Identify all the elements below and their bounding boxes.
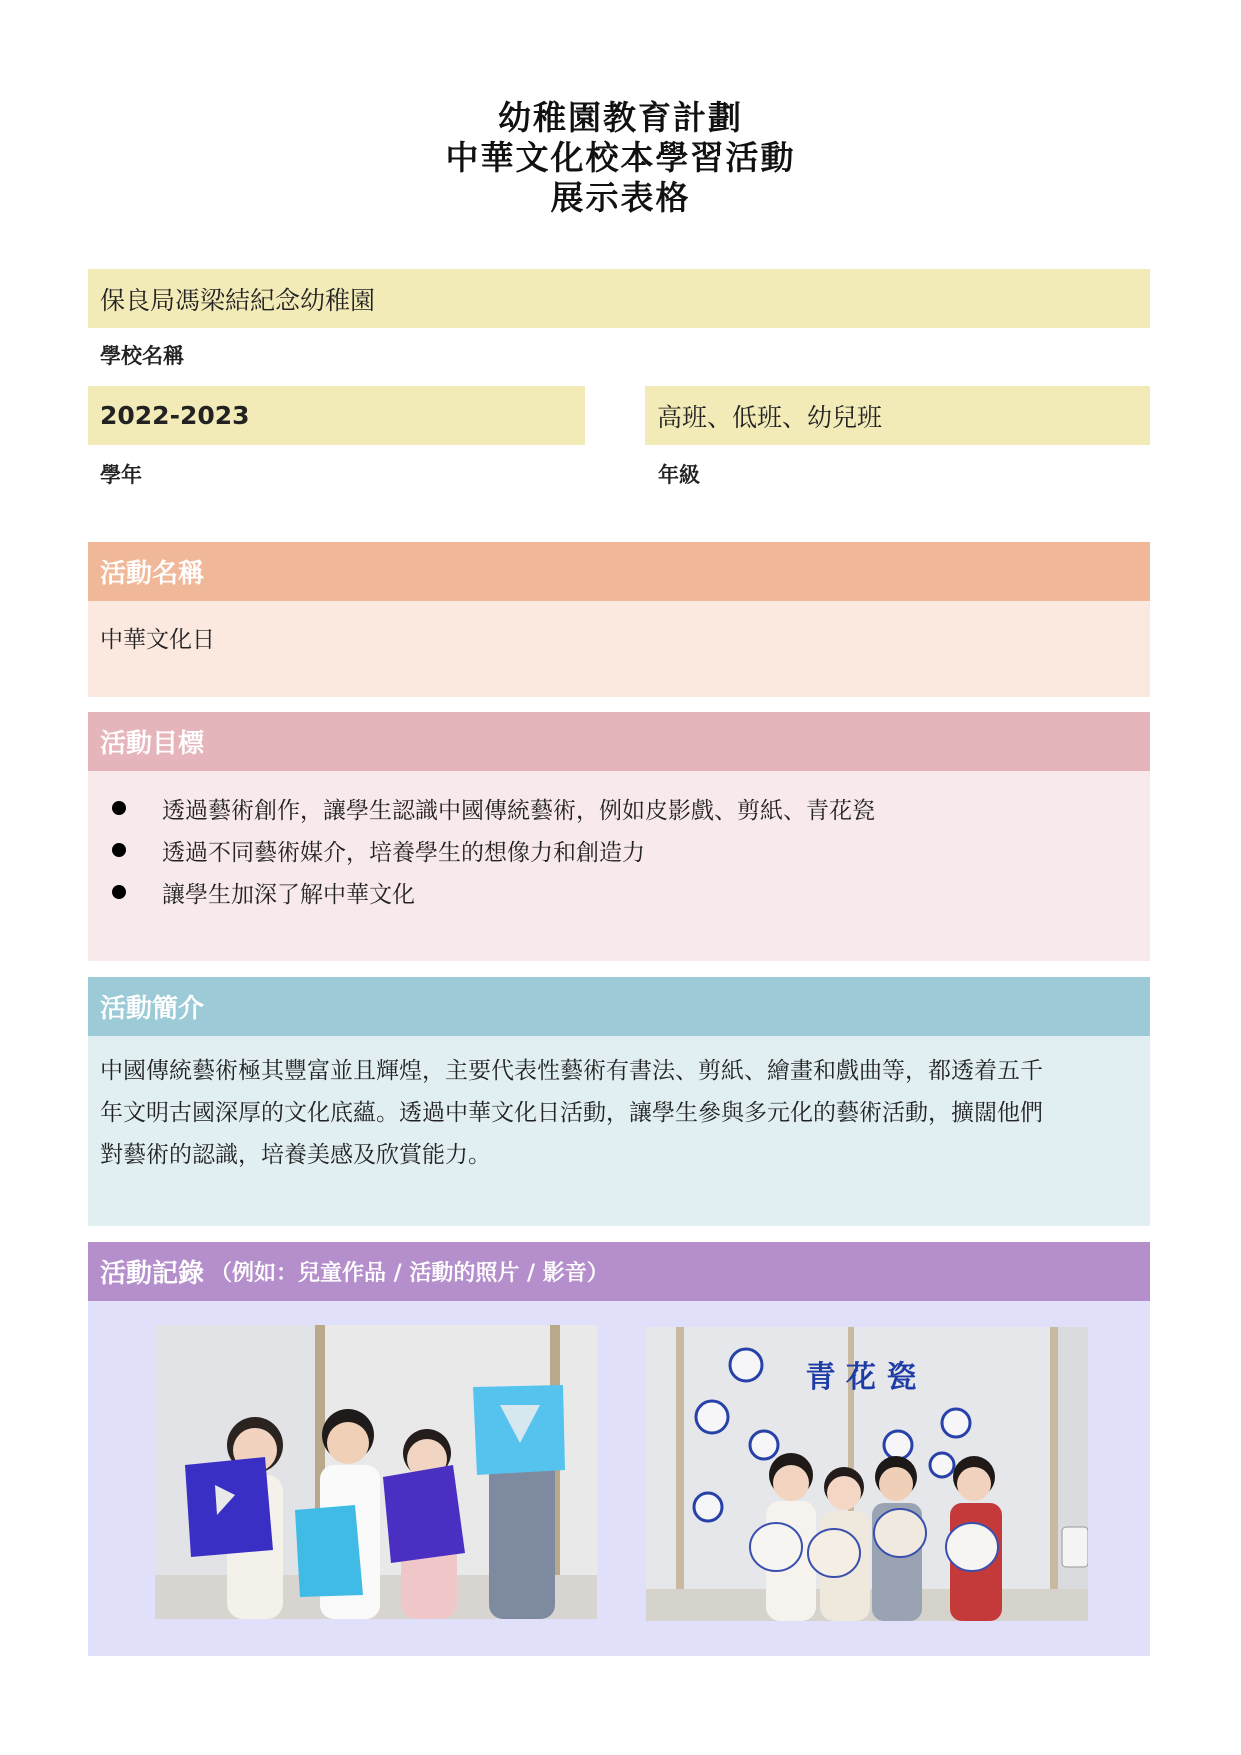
records-header [88, 1242, 1150, 1301]
objectives-list [100, 787, 1138, 913]
school-name-label: 學校名稱 [100, 344, 184, 368]
activity-name-header: 活動名稱 [88, 542, 1150, 601]
title-line-1: 幼稚園教育計劃 [498, 98, 743, 137]
list-item: 透過藝術創作，讓學生認識中國傳統藝術，例如皮影戲、剪紙、青花瓷 [100, 787, 1138, 829]
paper-cutting-photo [155, 1325, 597, 1619]
grade-label: 年級 [658, 463, 700, 487]
records-header-title: 活動記錄 [100, 1259, 205, 1289]
grade-field[interactable]: 高班、低班、幼兒班 [645, 386, 1150, 445]
intro-body [88, 1036, 1150, 1226]
records-header-subtitle: （例如：兒童作品 / 活動的照片 / 影音） [210, 1261, 609, 1286]
school-year-label: 學年 [100, 463, 142, 487]
list-item: 透過不同藝術媒介，培養學生的想像力和創造力 [100, 829, 1138, 871]
bullet-icon [112, 885, 126, 899]
school-year-field[interactable]: 2022-2023 [88, 386, 585, 445]
objectives-header: 活動目標 [88, 712, 1150, 771]
title-line-3: 展示表格 [550, 178, 691, 217]
activity-name-value[interactable]: 中華文化日 [88, 601, 1150, 697]
intro-line-3: 對藝術的認識，培養美感及欣賞能力。 [100, 1142, 491, 1168]
porcelain-sign-text: 青 花 瓷 [805, 1360, 917, 1395]
intro-header: 活動簡介 [88, 977, 1150, 1036]
bullet-icon [112, 801, 126, 815]
title-line-2: 中華文化校本學習活動 [445, 138, 796, 177]
intro-line-1: 中國傳統藝術極其豐富並且輝煌，主要代表性藝術有書法、剪紙、繪畫和戲曲等，都透着五千 [100, 1058, 1043, 1084]
document-title [0, 98, 1241, 218]
blue-white-porcelain-photo [646, 1327, 1088, 1621]
list-item: 讓學生加深了解中華文化 [100, 871, 1138, 913]
school-name-field[interactable]: 保良局馮梁結紀念幼稚園 [88, 269, 1150, 328]
objectives-body [88, 771, 1150, 961]
bullet-icon [112, 843, 126, 857]
intro-line-2: 年文明古國深厚的文化底蘊。透過中華文化日活動，讓學生參與多元化的藝術活動，擴闊他們 [100, 1100, 1043, 1126]
